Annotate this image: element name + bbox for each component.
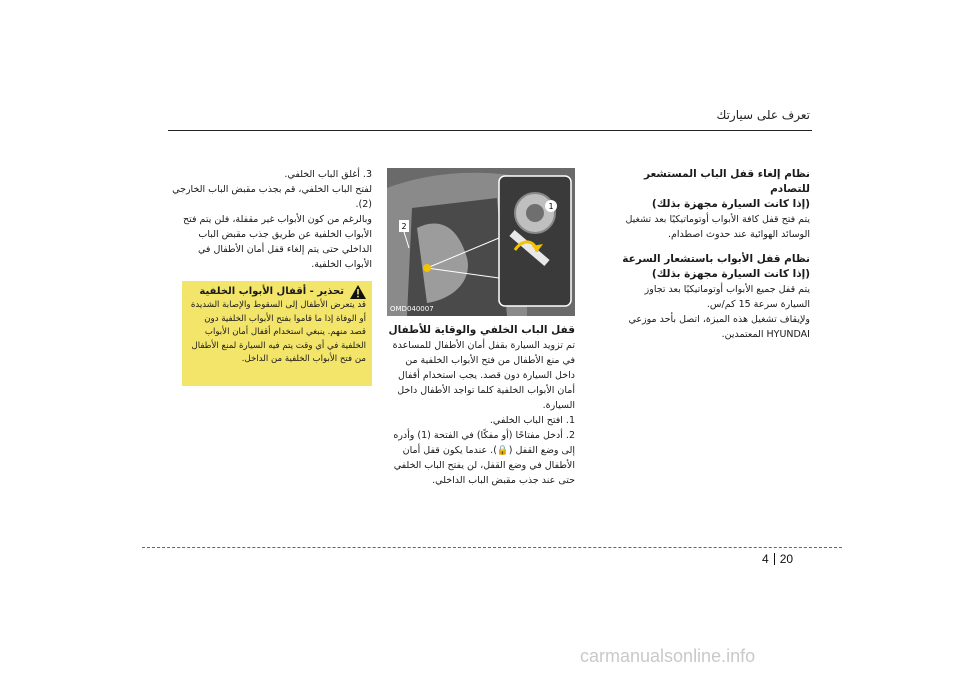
heading-crash-unlock: نظام إلغاء قفل الباب المستشعر للتصادم [643,168,810,195]
callout-2: 2 [401,222,407,231]
heading-crash-unlock-note: (إذا كانت السيارة مجهزة بذلك) [651,198,810,210]
child-lock-step-1: 1. افتح الباب الخلفي. [489,415,575,426]
right-column [615,167,810,342]
rear-door-note: وبالرغم من كون الأبواب غير مقفلة، فلن يتم فتح الأبواب الخلفية عن طريق جذب مقبض الباب الداخلي حتى يتم إلغاء قفل أمان الأطفال في الأبواب الخلفية. [182,214,372,270]
warning-text: قد يتعرض الأطفال إلى السقوط والإصابة الشديدة أو الوفاة إذا ما قاموا بفتح الأبواب الخلفية دون قصد منهم. ينبغي استخدام أقفال أمان الأبواب الخلفية في أي وقت يتم فيه السيارة لمنع الأطفال من فتح الأبواب الخلفية من الداخل. [190,300,366,364]
heading-child-lock: قفل الباب الخلفي والوقاية للأطفال [388,324,575,336]
section-title: تعرف على سيارتك [716,108,810,122]
speed-lock-deactivate-text: ولإيقاف تشغيل هذه الميزة، اتصل بأحد موزعي HYUNDAI المعتمدين. [628,314,810,340]
middle-column [387,323,575,488]
child-lock-intro: تم تزويد السيارة بقفل أمان الأطفال للمساعدة في منع الأطفال من فتح الأبواب الخلفية من داخل السيارة دون قصد. يجب استخدام أقفال أمان الأبواب الخلفية كلما تواجد الأطفال داخل السيارة. [392,340,575,411]
child-lock-photo [387,168,575,316]
child-lock-step-3: 3. أغلق الباب الخلفي. [284,169,372,180]
header-divider [168,130,812,131]
heading-speed-lock-note: (إذا كانت السيارة مجهزة بذلك) [651,268,810,280]
photo-code: OMD040007 [390,305,434,313]
speed-lock-text: يتم قفل جميع الأبواب أوتوماتيكيًا بعد تجاوز السيارة سرعة 15 كم/س. [644,284,810,310]
page-number-value: 20 [779,552,794,566]
door-illustration-icon [387,168,575,316]
warning-title: تحذير - أقفال الأبواب الخلفية [199,286,344,298]
crash-unlock-text: يتم فتح قفل كافة الأبواب أوتوماتيكيًا بعد تشغيل الوسائد الهوائية عند حدوث اصطدام. [625,214,810,240]
open-rear-door-text: لفتح الباب الخلفي، قم بجذب مقبض الباب الخارجي (2). [172,184,372,210]
watermark: carmanualsonline.info [580,646,756,666]
footer-divider [142,547,842,548]
warning-header [188,285,366,299]
callout-1: 1 [548,202,554,211]
warning-box [182,281,372,386]
page-number-divider [774,553,775,565]
warning-triangle-icon [350,285,366,299]
heading-speed-lock: نظام قفل الأبواب باستشعار السرعة [622,253,810,265]
child-lock-step-2: 2. أدخل مفتاحًا (أو مفكًا) في الفتحة (1) وأدره إلى وضع القفل (🔒). عندما يكون قفل أمان الأطفال في وضع القفل، لن يفتح الباب الخلفي حتى عند جذب مقبض الباب الداخلي. [393,430,575,486]
chapter-number: 4 [762,552,769,566]
page-number [762,552,793,566]
left-column [172,167,372,272]
